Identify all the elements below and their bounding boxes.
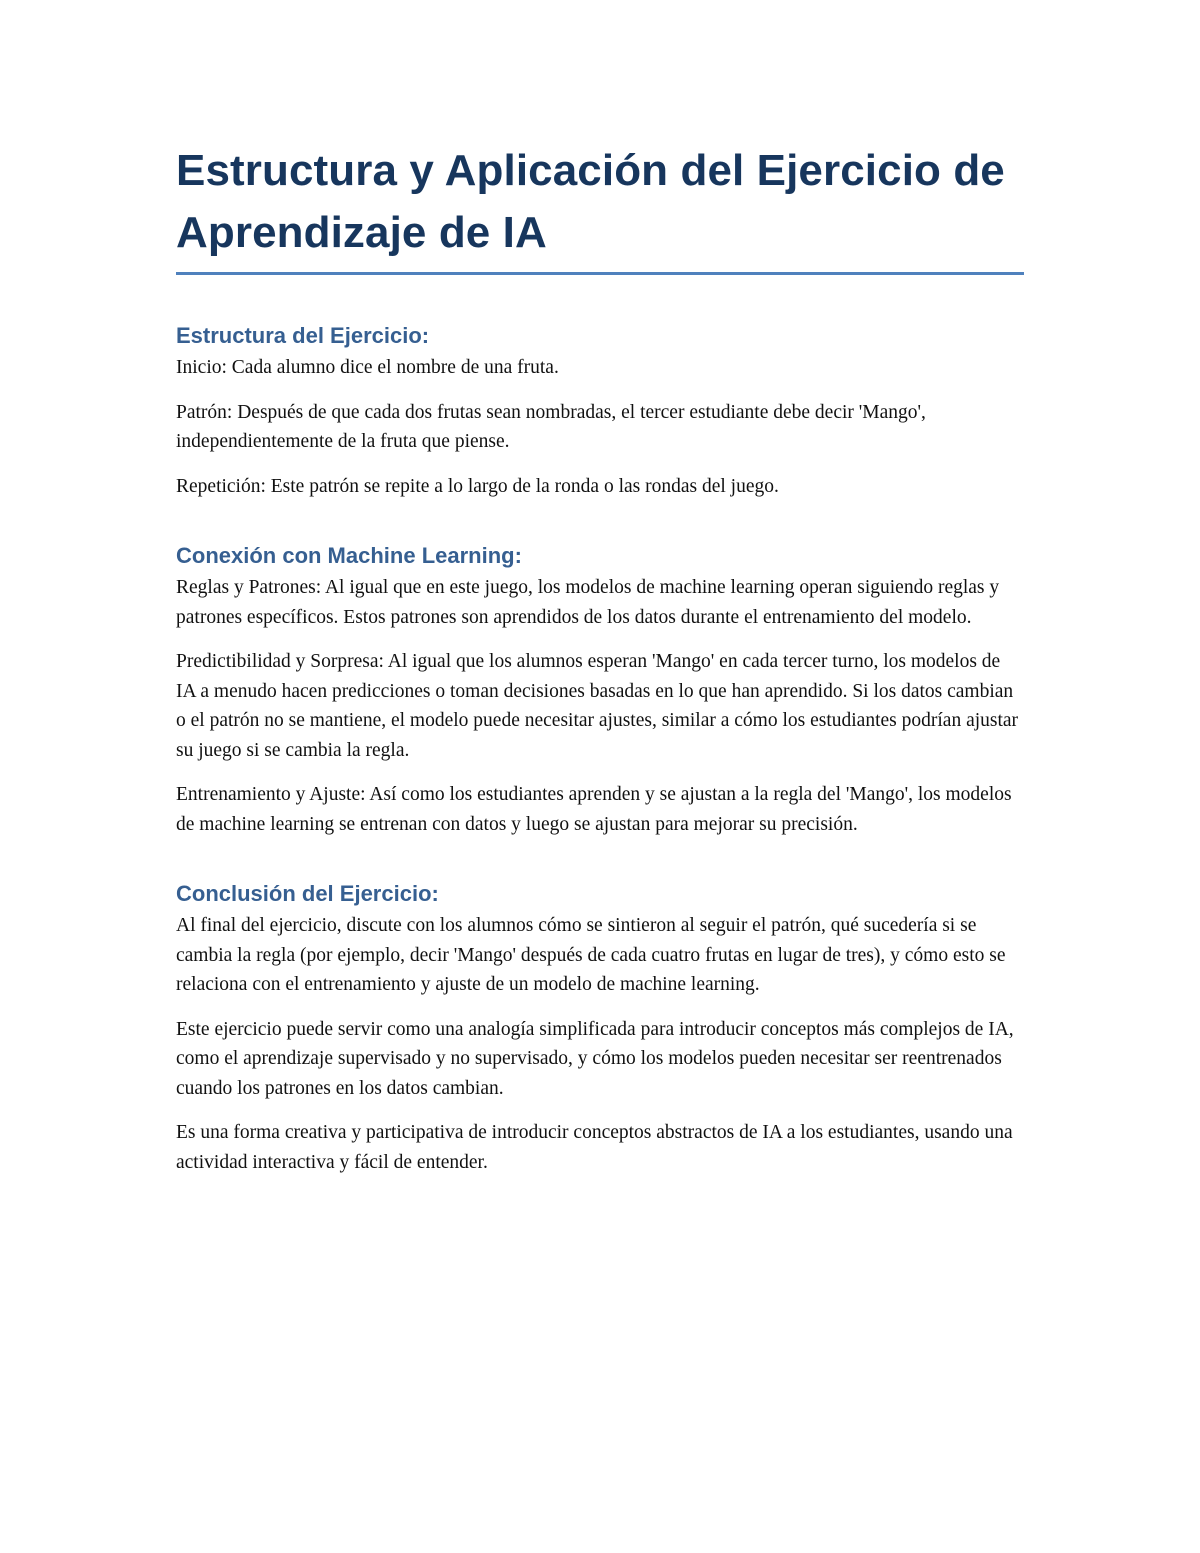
section-conclusion <box>176 879 1024 1177</box>
paragraph: Entrenamiento y Ajuste: Así como los estudiantes aprenden y se ajustan a la regla del 'Mango', los modelos de machine learning se entrenan con datos y luego se ajustan para mejorar su precisión. <box>176 784 1012 835</box>
paragraph: Este ejercicio puede servir como una analogía simplificada para introducir conceptos más complejos de IA, como el aprendizaje supervisado y no supervisado, y cómo los modelos pueden necesitar ser reentrenados cuando los patrones en los datos cambian. <box>176 1018 1014 1099</box>
section-heading: Conclusión del Ejercicio: <box>176 881 439 906</box>
paragraph: Predictibilidad y Sorpresa: Al igual que los alumnos esperan 'Mango' en cada tercer turno, los modelos de IA a menudo hacen predicciones o toman decisiones basadas en lo que han aprendido. Si los datos cambian o el patrón no se mantiene, el modelo puede necesitar ajustes, similar a cómo los estudiantes podrían ajustar su juego si se cambia la regla. <box>176 651 1019 761</box>
document-title: Estructura y Aplicación del Ejercicio de Aprendizaje de IA <box>176 146 1005 257</box>
title-underline-divider <box>176 272 1024 275</box>
paragraph: Repetición: Este patrón se repite a lo largo de la ronda o las rondas del juego. <box>176 475 779 497</box>
paragraph: Reglas y Patrones: Al igual que en este juego, los modelos de machine learning operan siguiendo reglas y patrones específicos. Estos patrones son aprendidos de los datos durante el entrenamiento del modelo. <box>176 577 1000 628</box>
section-heading: Conexión con Machine Learning: <box>176 543 522 568</box>
document-body <box>176 140 1024 1192</box>
section-conexion <box>176 541 1024 839</box>
paragraph: Patrón: Después de que cada dos frutas sean nombradas, el tercer estudiante debe decir 'Mango', independientemente de la fruta que piense. <box>176 401 926 452</box>
paragraph: Inicio: Cada alumno dice el nombre de una fruta. <box>176 357 559 378</box>
section-heading: Estructura del Ejercicio: <box>176 323 430 348</box>
section-estructura <box>176 321 1024 501</box>
paragraph: Es una forma creativa y participativa de introducir conceptos abstractos de IA a los estudiantes, usando una actividad interactiva y fácil de entender. <box>176 1122 1013 1173</box>
paragraph: Al final del ejercicio, discute con los alumnos cómo se sintieron al seguir el patrón, qué sucedería si se cambia la regla (por ejemplo, decir 'Mango' después de cada cuatro frutas en lugar de tres), y cómo esto se relaciona con el entrenamiento y ajuste de un modelo de machine learning. <box>176 915 1006 995</box>
